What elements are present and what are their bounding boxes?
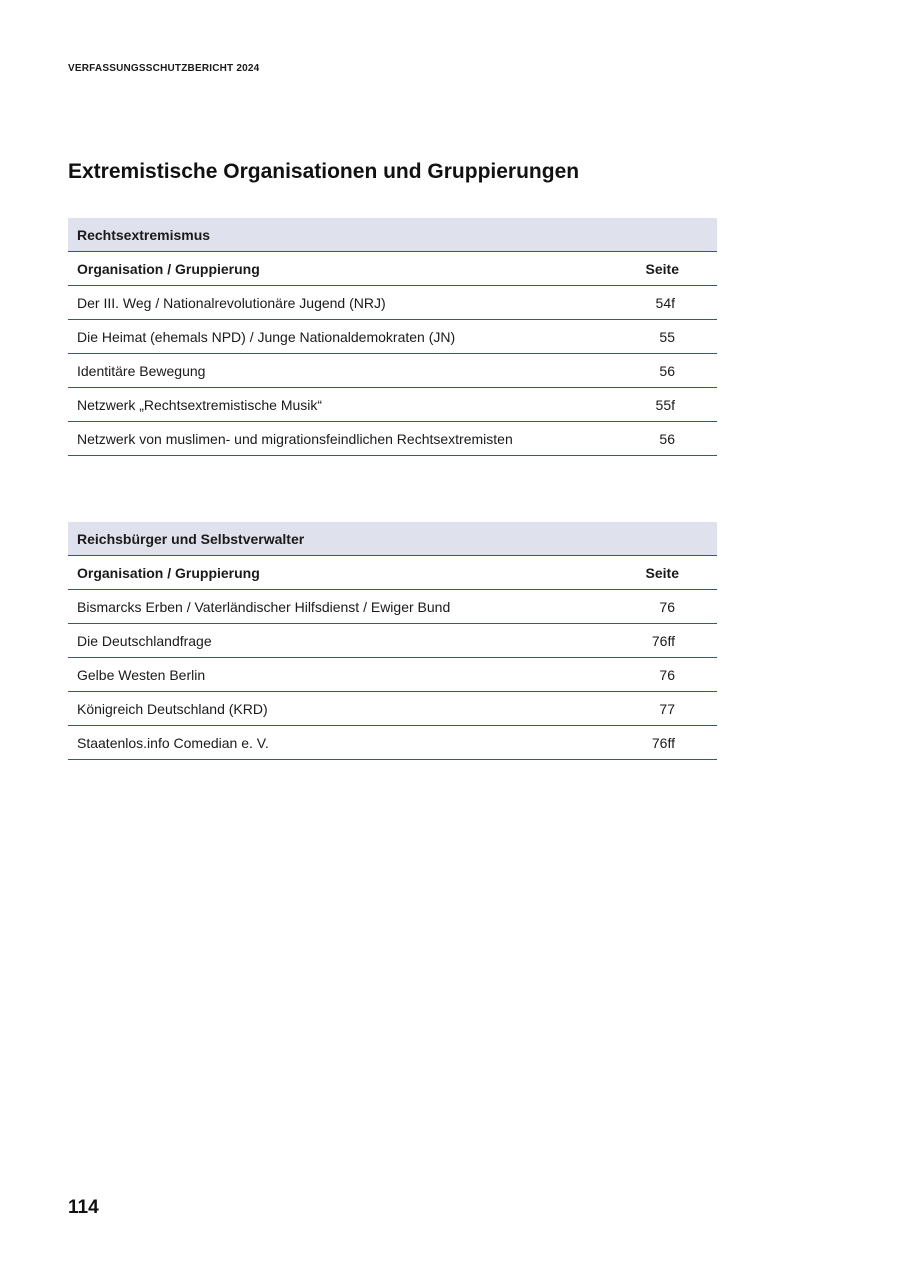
column-header-row [68, 556, 717, 590]
page-reference: 77 [586, 692, 717, 726]
organisation-name: Der III. Weg / Nationalrevolutionäre Jugend (NRJ) [68, 286, 586, 320]
column-header-page: Seite [586, 556, 717, 590]
page-reference: 54f [586, 286, 717, 320]
running-head: VERFASSUNGSSCHUTZBERICHT 2024 [68, 63, 260, 74]
organisation-name: Die Deutschlandfrage [68, 624, 586, 658]
table-row [68, 422, 717, 456]
section-header-row [68, 218, 717, 252]
column-header-organisation: Organisation / Gruppierung [68, 556, 586, 590]
table-row [68, 388, 717, 422]
page-reference: 56 [586, 354, 717, 388]
page-reference: 56 [586, 422, 717, 456]
table-row [68, 692, 717, 726]
page-reference: 55 [586, 320, 717, 354]
organisation-name: Gelbe Westen Berlin [68, 658, 586, 692]
table-row [68, 624, 717, 658]
organisation-name: Staatenlos.info Comedian e. V. [68, 726, 586, 760]
column-header-organisation: Organisation / Gruppierung [68, 252, 586, 286]
column-header-row [68, 252, 717, 286]
page-number: 114 [68, 1197, 99, 1218]
table-row [68, 354, 717, 388]
organisation-name: Identitäre Bewegung [68, 354, 586, 388]
section-title: Rechtsextremismus [68, 218, 717, 252]
table-row [68, 590, 717, 624]
table-row [68, 320, 717, 354]
section-header-row [68, 522, 717, 556]
table-row [68, 286, 717, 320]
page-reference: 76 [586, 658, 717, 692]
organisation-name: Netzwerk von muslimen- und migrationsfeindlichen Rechtsextremisten [68, 422, 586, 456]
page-reference: 76ff [586, 726, 717, 760]
organisation-name: Netzwerk „Rechtsextremistische Musik“ [68, 388, 586, 422]
table-row [68, 658, 717, 692]
organisations-table-reichsbuerger [68, 522, 717, 760]
organisation-name: Bismarcks Erben / Vaterländischer Hilfsdienst / Ewiger Bund [68, 590, 586, 624]
page-reference: 55f [586, 388, 717, 422]
page-reference: 76 [586, 590, 717, 624]
organisation-name: Königreich Deutschland (KRD) [68, 692, 586, 726]
table-row [68, 726, 717, 760]
organisation-name: Die Heimat (ehemals NPD) / Junge Nationaldemokraten (JN) [68, 320, 586, 354]
page-reference: 76ff [586, 624, 717, 658]
column-header-page: Seite [586, 252, 717, 286]
page-title: Extremistische Organisationen und Gruppierungen [68, 160, 580, 183]
section-title: Reichsbürger und Selbstverwalter [68, 522, 717, 556]
organisations-table-rechtsextremismus [68, 218, 717, 456]
